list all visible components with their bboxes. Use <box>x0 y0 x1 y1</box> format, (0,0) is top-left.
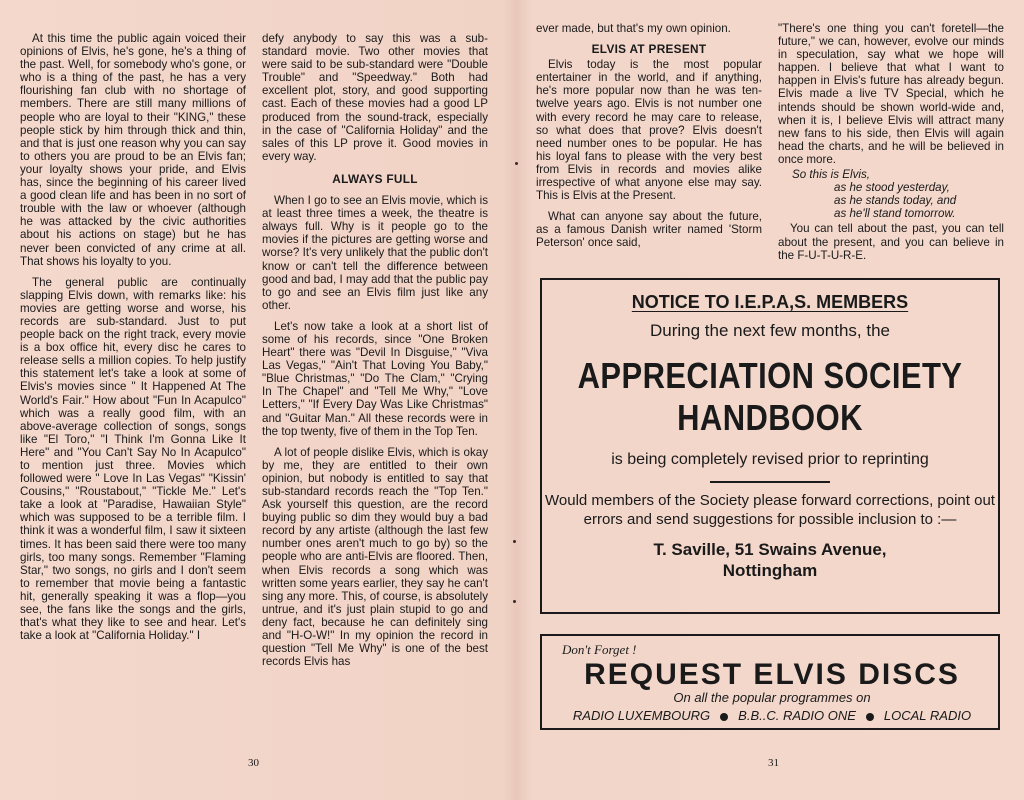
radio-stations <box>542 708 1002 723</box>
request-discs-box <box>540 634 1000 730</box>
paragraph: Let's now take a look at a short list of some of his records, since "One Broken Heart" there was "Devil In Disguise," "Viva Las Vegas," "Ain't That Loving You Baby," "Blue Christmas," "Do The Clam," "Crying In The Chapel" and "Tell Me Why," "Love Letters," "If Every Day Was Like Christmas" and "Guitar Man." All these records were in the top twenty, five of them in the Top Ten. <box>262 319 488 438</box>
right-column-1 <box>536 22 762 258</box>
divider <box>710 481 830 483</box>
paragraph: ever made, but that's my own opinion. <box>536 22 731 35</box>
paragraph: At this time the public again voiced their opinions of Elvis, he's gone, he's a thing of the past. Well, for somebody who's gone, or who is a thing of the past, he has a very flourishing fan club with no shortage of members. There are still many millions of people who are loyal to their "KING," these people stick by him through thick and thin, and that is just one reason why you can say to others you are proud to be an Elvis fan; your loyalty shows your pride, and Elvis has, since the beginning of his career lived a good clean life and has been in no sort of trouble with the law or whoever (although he was attacked by the civic authorities about his actions on stage) but he has never been convicted of any crime at all. That shows his loyalty to you. <box>20 32 246 268</box>
paragraph: Elvis today is the most popular entertainer in the world, and if anything, he's more popular now than he was ten-twelve years ago. Elvis is not number one with every record he may care to release, so what does that prove? Elvis doesn't need number ones to be popular. He has his loyal fans to please with the very best from Elvis in records and movies alike irrespective of what anyone else may say. This is Elvis at the Present. <box>536 58 762 203</box>
notice-address: T. Saville, 51 Swains Avenue, <box>653 539 887 559</box>
poem-line: as he stood yesterday, <box>834 181 950 195</box>
staple-mark <box>515 162 518 165</box>
poem-line: as he stands today, and <box>834 194 957 208</box>
request-subtitle: On all the popular programmes on <box>673 690 871 705</box>
page-number-right: 31 <box>768 757 779 769</box>
station-name: LOCAL RADIO <box>883 708 972 723</box>
dont-forget-label: Don't Forget ! <box>562 642 637 657</box>
station-name: B.B..C. RADIO ONE <box>738 708 856 723</box>
notice-headline: APPRECIATION SOCIETY <box>577 355 963 396</box>
right-column-2 <box>778 22 1004 270</box>
notice-box <box>540 278 1000 614</box>
station-name: RADIO LUXEMBOURG <box>572 708 711 723</box>
notice-line: During the next few months, the <box>649 321 891 340</box>
paragraph: defy anybody to say this was a sub-standard movie. Two other movies that were said to be sub-standard were "Double Trouble" and "Speedway." Both had excellent plot, story, and good supporting cast. Each of these movies had a good LP produced from the sound-track, especially in the case of "California Holiday" and the sales of this LP prove it. Good movies in every way. <box>262 32 488 163</box>
notice-address: Nottingham <box>722 560 818 580</box>
bullet-icon <box>866 713 874 721</box>
staple-mark <box>513 540 516 543</box>
notice-line: is being completely revised prior to reprinting <box>611 451 929 468</box>
paragraph: When I go to see an Elvis movie, which is at least three times a week, the theatre is always full. Why is it people go to the movies if the pictures are getting worse and worse? It's very unlikely that the public don't know or can't tell the difference between good and bad, I may add that the public pay to go and see an Elvis film just like any other. <box>262 194 488 312</box>
bullet-icon <box>720 713 728 721</box>
request-title: REQUEST ELVIS DISCS <box>584 658 960 691</box>
left-column-2 <box>262 32 488 676</box>
paragraph: You can tell about the past, you can tell about the present, and you can believe in the F-U-T-U-R-E. <box>778 222 1004 262</box>
notice-headline: HANDBOOK <box>677 397 863 438</box>
paragraph: "There's one thing you can't foretell—the future," we can, however, evolve our minds in speculation, say what we hope will happen. I believe that what I want to happen in Elvis's future has already begun. Elvis made a live TV Special, which he intends should be shown world-wide and, when it is, I believe Elvis will attract many new fans to his side, then Elvis will again head the charts, and he will be believed in once more. <box>778 22 1004 166</box>
section-heading-always-full: ALWAYS FULL <box>332 171 418 186</box>
paragraph: The general public are continually slapping Elvis down, with remarks like: his movies are getting worse and worse, his records are sub-standard. Just to put people back on the right track, every movie is a box office hit, every disc he cares to release sells a million copies. To help justify this statement let's take a look at some of Elvis's movies since " It Happened At The World's Fair." How about "Fun In Acapulco" which was a really good film, with an above-average collection of songs, songs like "El Toro," "I Think I'm Gonna Like It Here" and "You Can't Say No In Acapulco" to mention just three. Movies which followed were " Love In Las Vegas" "Kissin' Cousins," "Roustabout," "Tickle Me." Let's take a look at "Paradise, Hawaiian Style" which was supposed to be a terrible film. I think it was a wonderful film, I saw it sixteen times. It has been said there were too many girls, too many songs. Remember "Flaming Star," two songs, no girls and I don't seem to remember that movie being a fantastic hit, generally speaking it was a flop—you see, the fans like the songs and the girls, that's what they like to see and hear. Let's take a look at "California Holiday." I <box>20 275 246 643</box>
paragraph: What can anyone say about the future, as a famous Danish writer named 'Storm Peterson' once said, <box>536 210 762 250</box>
notice-request-text: Would members of the Society please forward corrections, point out errors and send suggestions for possible inclusion to :— <box>545 491 995 528</box>
poem-line: So this is Elvis, <box>792 168 870 182</box>
section-heading-elvis-at-present: ELVIS AT PRESENT <box>591 42 707 57</box>
page-number-left: 30 <box>248 757 259 769</box>
paragraph: A lot of people dislike Elvis, which is okay by me, they are entitled to their own opinion, but nobody is entitled to say that sub-standard records reach the "Top Ten." Ask yourself this question, are the record buying public so dim they would buy a bad record by any artiste (although the last few number ones aren't much to go by) so the people who are anti-Elvis are floored. Then, when Elvis records a song which was written some years earlier, they say he can't sing any more. This, of course, is absolutely untrue, and it's just plain stupid to go and deny fact, because he can definitely sing and "H-O-W!" In my opinion the record in question "Tell Me Why" is one of the best records Elvis has <box>262 445 488 669</box>
left-column-1 <box>20 32 246 650</box>
notice-title: NOTICE TO I.E.P.A,S. MEMBERS <box>631 292 909 312</box>
poem-line: as he'll stand tomorrow. <box>834 207 956 221</box>
staple-mark <box>513 600 516 603</box>
